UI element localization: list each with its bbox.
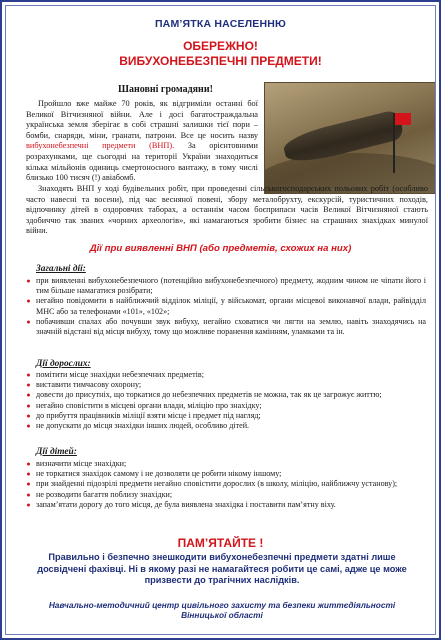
list-item-text: до прибуття працівників міліції взяти місце і предмет під нагляд; [36, 410, 261, 420]
section-heading-adults: Дії дорослих: [36, 359, 91, 369]
bomb-bullet-icon: ● [26, 277, 31, 285]
list-item-text: довести до присутніх, що торкатися до небезпечних предметів не можна, так як це загрожує життю; [36, 390, 382, 400]
list-item [24, 469, 426, 479]
red-flag-marker-icon [393, 113, 395, 173]
list-item-text: запам’ятати дорогу до того місця, де була виявлена знахідка і поставити пам’ятну віху. [36, 499, 336, 509]
intro-text-1: Пройшло вже майже 70 років, як відгриміли останні бої Великої Вітчизняної війни. Але і досі багатостраждальна українська земля зберігає в собі страшні залишки тієї пори – бомби, снаряди, міни, гранати, патрони. Все це носить назву [26, 99, 258, 140]
list-item [24, 459, 426, 469]
section-heading-children: Дії дітей: [36, 447, 77, 457]
bomb-bullet-icon: ● [26, 411, 31, 420]
bomb-bullet-icon: ● [26, 381, 31, 390]
list-item [24, 421, 426, 431]
list-item [24, 479, 426, 489]
list-item-text: при знайденні підозрілі предмети негайно сповістити дорослих (в школу, міліцію, найближчу установу); [36, 479, 398, 489]
list-item-text: при виявленні вибухонебезпечного (потенційно вибухонебезпечного) предмету, жодним чином не чіпати його і тим більше намагатися розібрати; [36, 276, 426, 296]
list-item [24, 490, 426, 500]
bomb-bullet-icon: ● [26, 317, 31, 326]
bomb-bullet-icon: ● [26, 422, 31, 431]
warning-subheading: ВИБУХОНЕБЕЗПЕЧНІ ПРЕДМЕТИ! [119, 54, 322, 68]
bomb-bullet-icon: ● [26, 470, 31, 479]
intro-paragraph-1 [26, 99, 258, 184]
bomb-bullet-icon: ● [26, 371, 31, 379]
list-item-text: визначити місце знахідки; [36, 459, 127, 468]
children-actions-list [24, 459, 426, 510]
section-heading-general: Загальні дії: [36, 264, 86, 274]
bomb-bullet-icon: ● [26, 460, 31, 468]
list-item [24, 390, 426, 400]
list-item [24, 401, 426, 411]
bomb-bullet-icon: ● [26, 297, 31, 306]
list-item-text: не допускати до місця знахідки інших людей, особливо дітей. [36, 421, 250, 431]
intro-text-2: За орієнтовними розрахунками, ще сьогодні на території України знаходиться кілька мільйонів одиниць смертоносного вантажу, в тому числі близько 100 тисяч (!) авіабомб. [26, 141, 259, 183]
warning-heading: ОБЕРЕЖНО! [183, 39, 258, 53]
footer-line-2: Вінницької області [181, 610, 263, 621]
adult-actions-list [24, 370, 426, 431]
footer [42, 600, 402, 621]
footer-line-1: Навчально-методичний центр цивільного захисту та безпеки життєдіяльності [48, 600, 396, 610]
list-item-text: негайно повідомити в найближчий відділок міліції, у військомат, органи місцевої виконавчої влади, райвідділ МНС або за телефонами «101», «102»; [36, 296, 426, 316]
list-item-text: побачивши спалах або почувши звук вибуху, негайно сховатися чи лягти на землю, навіть знаходячись на значній відстані від місця вибуху, тому що можливе поранення камінням, уламками та ін. [36, 316, 426, 337]
list-item [24, 500, 426, 510]
list-item-text: негайно сповістити в місцеві органи влади, міліцію про знахідку; [36, 400, 262, 410]
general-actions-list [24, 276, 426, 337]
bomb-bullet-icon: ● [26, 401, 31, 410]
list-item [24, 296, 426, 316]
list-item-text: не торкатися знахідок самому і не дозволяти це робити нікому іншому; [36, 469, 282, 479]
list-item-text: помітити місце знахідки небезпечних предметів; [36, 370, 204, 379]
list-item [24, 411, 426, 421]
remember-text: Правильно і безпечно знешкодити вибухонебезпечні предмети здатні лише досвідчені фахівці. Ні в якому разі не намагайтеся робити це самі, адже це може призвести до трагічних наслідків. [37, 552, 407, 586]
intro-paragraph-2: Знаходять ВНП у ході будівельних робіт, при проведенні сільськогосподарських польових робіт (особливо часто навесні та восени), під час весняної повені, збору металобрухту, екскурсій, туристичних походів, відпочинку дітей в оздоровчих таборах, а останнім часом боєприпаси часів Великої Вітчизняної стають здобиччю так званих «чорних археологів», які намагаються зробити бізнес на страшних знахідках минулої війни. [26, 184, 428, 236]
greeting: Шановні громадяни! [118, 84, 213, 95]
list-item [24, 276, 426, 296]
intro-highlight: вибухонебезпечні предмети (ВНП). [26, 141, 175, 151]
list-item-text: не розводити багаття поблизу знахідки; [36, 489, 173, 499]
page-title: ПАМ’ЯТКА НАСЕЛЕННЮ [154, 18, 287, 30]
unexploded-shell-photo [264, 82, 436, 194]
remember-heading: ПАМ’ЯТАЙТЕ ! [177, 536, 264, 550]
bomb-bullet-icon: ● [26, 500, 31, 509]
list-item [24, 317, 426, 337]
bomb-bullet-icon: ● [26, 391, 31, 400]
actions-heading: Дії при виявленні ВНП (або предметів, схожих на них) [89, 243, 352, 254]
list-item-text: виставити тимчасову охорону; [36, 380, 142, 390]
bomb-bullet-icon: ● [26, 480, 31, 489]
bomb-bullet-icon: ● [26, 490, 31, 499]
list-item [24, 380, 426, 390]
list-item [24, 370, 426, 380]
